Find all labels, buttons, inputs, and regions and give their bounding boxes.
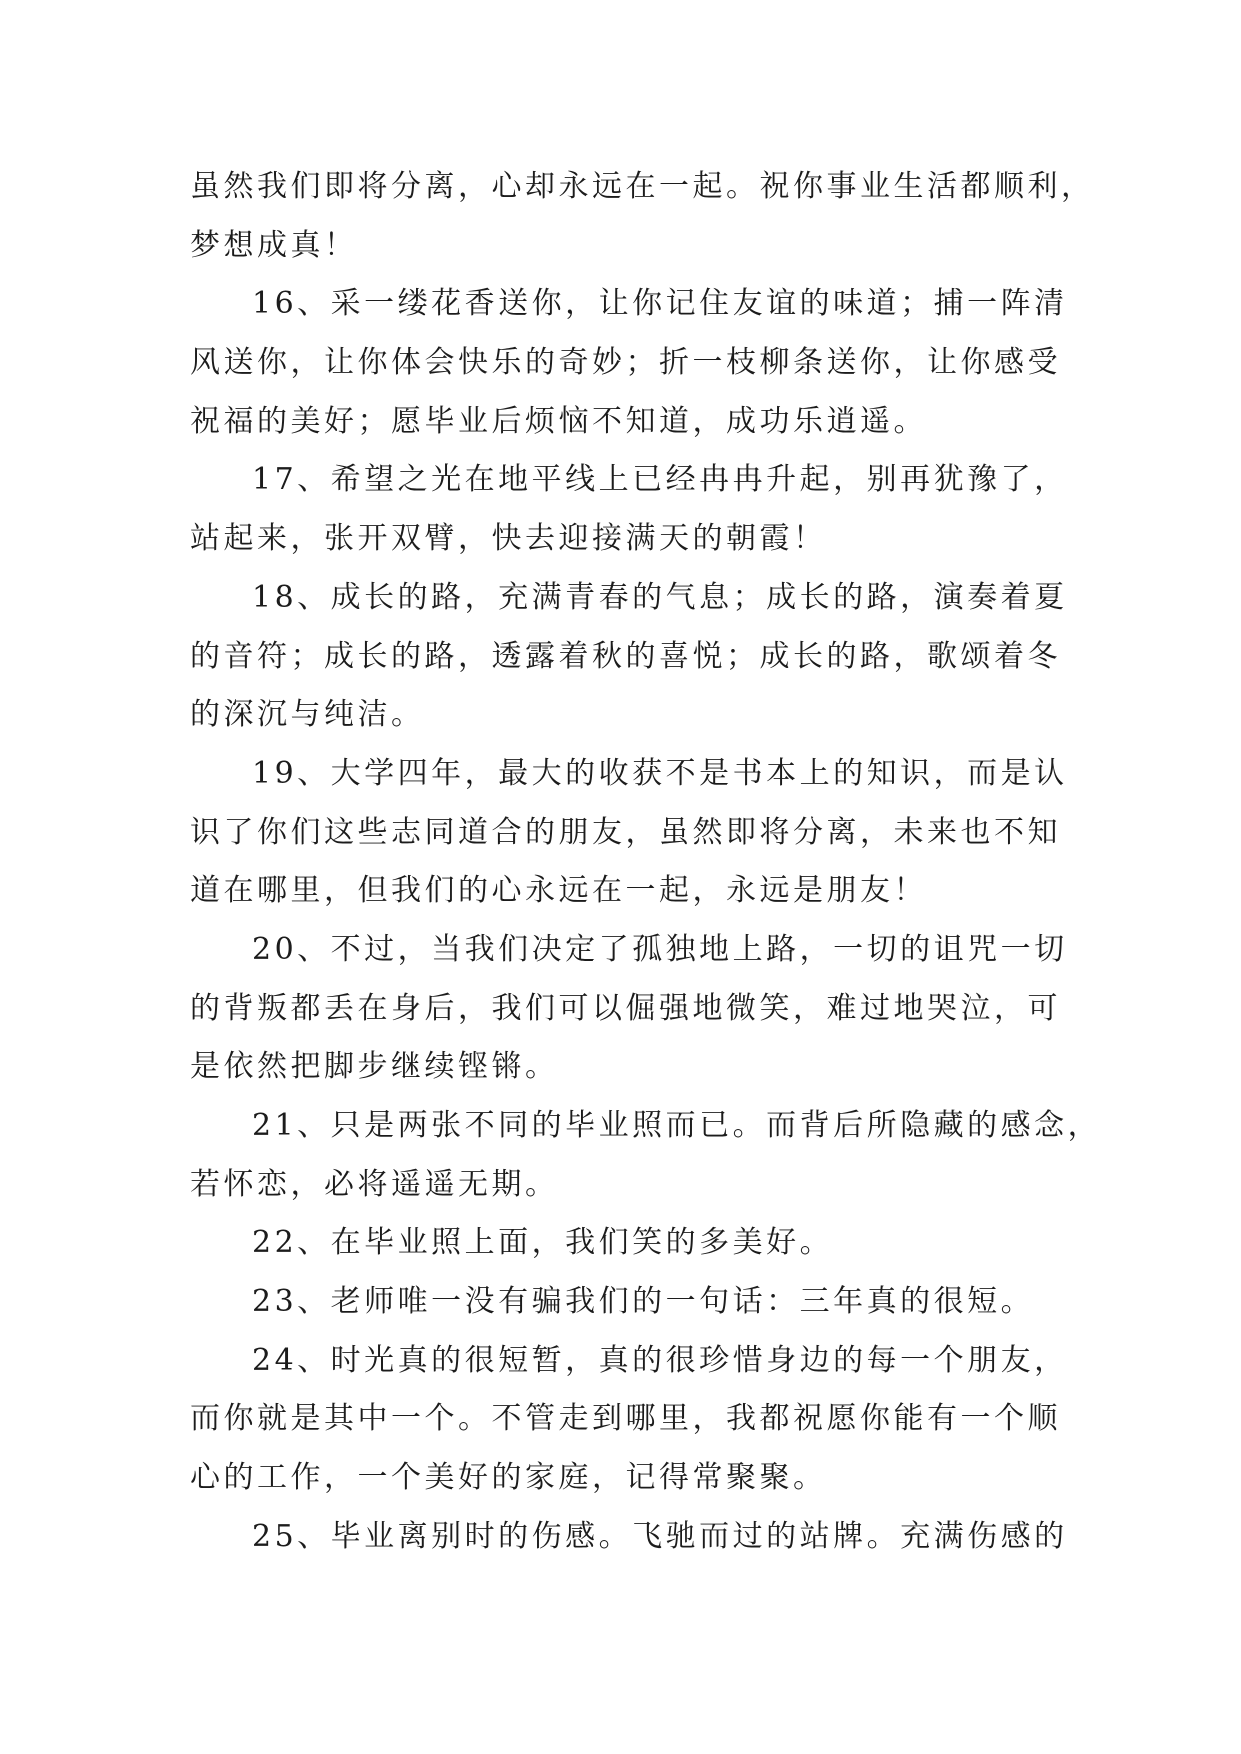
text-line: 16、采一缕花香送你，让你记住友谊的味道；捕一阵清 [252,286,1068,322]
paragraph-item-20 [190,921,1068,1097]
text-line: 心的工作，一个美好的家庭，记得常聚聚。 [190,1460,827,1496]
text-line: 的深沉与纯洁。 [190,697,425,733]
paragraph-item-23 [190,1273,1060,1332]
text-line: 21、只是两张不同的毕业照而已。而背后所隐藏的感念， [252,1108,1102,1143]
text-line: 25、毕业离别时的伤感。飞驰而过的站牌。充满伤感的 [252,1518,1068,1554]
text-line: 道在哪里，但我们的心永远在一起，永远是朋友！ [190,873,927,909]
text-line: 23、老师唯一没有骗我们的一句话：三年真的很短。 [252,1284,1035,1320]
paragraph-item-17 [190,451,1068,568]
text-line: 是依然把脚步继续铿锵。 [190,1049,559,1085]
text-line: 17、希望之光在地平线上已经冉冉升起，别再犹豫了， [252,462,1068,498]
text-line: 19、大学四年，最大的收获不是书本上的知识，而是认 [252,755,1068,791]
text-line: 而你就是其中一个。不管走到哪里，我都祝愿你能有一个顺 [190,1401,1061,1437]
text-line: 风送你，让你体会快乐的奇妙；折一枝柳条送你，让你感受 [190,345,1061,381]
text-line: 24、时光真的很短暂，真的很珍惜身边的每一个朋友， [252,1342,1068,1378]
paragraph-item-16 [190,275,1068,451]
document-body [190,158,1102,1567]
paragraph-item-19 [190,745,1068,921]
text-line: 识了你们这些志同道合的朋友，虽然即将分离，未来也不知 [190,814,1061,850]
text-line: 若怀恋，必将遥遥无期。 [190,1166,559,1202]
paragraph-item-21 [190,1097,1102,1214]
paragraph-item-22 [190,1214,1060,1273]
text-line: 梦想成真！ [190,227,358,263]
text-line: 的音符；成长的路，透露着秋的喜悦；成长的路，歌颂着冬 [190,638,1061,674]
text-line: 虽然我们即将分离，心却永远在一起。祝你事业生活都顺利， [190,169,1095,204]
paragraph-item-25 [190,1508,1068,1567]
text-line: 18、成长的路，充满青春的气息；成长的路，演奏着夏 [252,579,1068,615]
paragraph-continuation [190,158,1095,275]
text-line: 祝福的美好；愿毕业后烦恼不知道，成功乐逍遥。 [190,403,927,439]
text-line: 20、不过，当我们决定了孤独地上路，一切的诅咒一切 [252,931,1068,967]
text-line: 的背叛都丢在身后，我们可以倔强地微笑，难过地哭泣，可 [190,990,1061,1026]
text-line: 22、在毕业照上面，我们笑的多美好。 [252,1225,834,1261]
text-line: 站起来，张开双臂，快去迎接满天的朝霞！ [190,521,827,557]
paragraph-item-24 [190,1332,1068,1508]
paragraph-item-18 [190,569,1068,745]
